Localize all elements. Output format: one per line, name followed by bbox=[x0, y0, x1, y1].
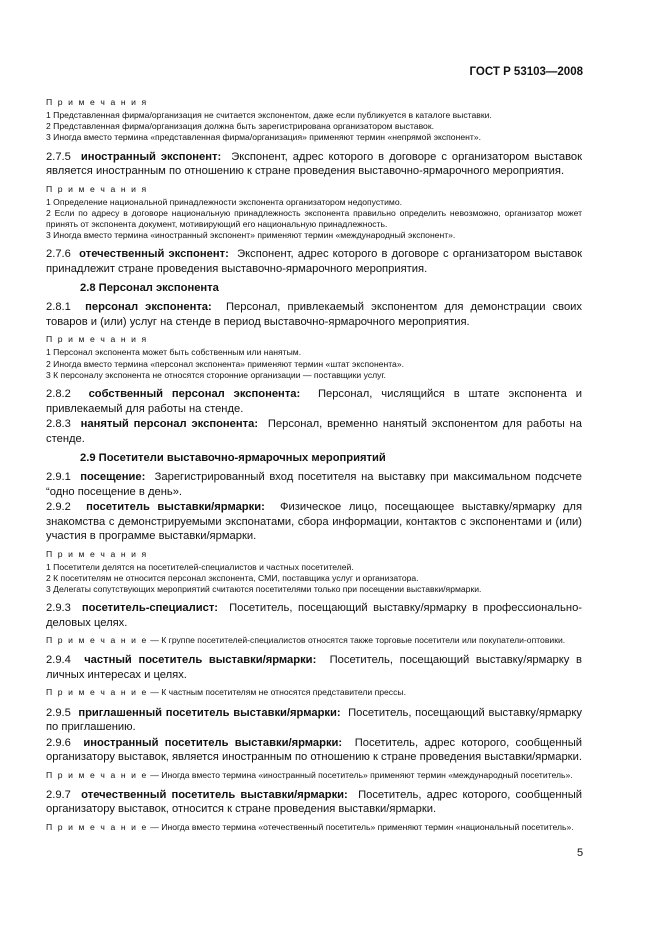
term-name: иностранный посетитель выставки/ярмарки: bbox=[83, 736, 343, 749]
note-line: 1 Посетители делятся на посетителей-специалистов и частных посетителей. bbox=[46, 561, 354, 572]
notes-title: П р и м е ч а н и я bbox=[46, 548, 148, 559]
term-number: 2.9.6 bbox=[46, 736, 71, 749]
term-definition bbox=[46, 387, 582, 416]
term-name: иностранный экспонент: bbox=[80, 150, 222, 163]
term-text: Экспонент, адрес которого в договоре с организатором выставок является иностранным по отношению к стране проведения выставочно-ярмарочного мероприятия. bbox=[46, 150, 583, 178]
single-note bbox=[46, 822, 582, 833]
note-label: П р и м е ч а н и е bbox=[46, 769, 148, 780]
term-text: Посетитель, адрес которого, сообщенный организатору выставок, относится к стране проведения выставки/ярмарки. bbox=[46, 788, 583, 816]
term-number: 2.7.5 bbox=[46, 150, 71, 163]
term-name: приглашенный посетитель выставки/ярмарки: bbox=[78, 706, 341, 719]
term-number: 2.8.2 bbox=[46, 388, 71, 401]
term-text: Персонал, числящийся в штате экспонента и привлекаемый для работы на стенде. bbox=[46, 388, 582, 415]
document-code: ГОСТ Р 53103—2008 bbox=[469, 66, 583, 78]
page-number: 5 bbox=[577, 847, 584, 859]
note-line: 3 Делегаты сопутствующих мероприятий считаются посетителями только при посещении выставки/ярмарки. bbox=[46, 583, 482, 594]
section-heading: 2.8 Персонал экспонента bbox=[80, 282, 219, 295]
note-line: 2 К посетителям не относится персонал экспонента, СМИ, поставщика услуг и организатора. bbox=[46, 572, 419, 583]
term-definition bbox=[46, 150, 582, 179]
term-definition bbox=[46, 500, 582, 544]
notes-block bbox=[46, 97, 582, 144]
term-text: Зарегистрированный вход посетителя на выставку при максимальном подсчете “одно посещение в день». bbox=[46, 471, 583, 498]
single-note bbox=[46, 687, 582, 698]
term-name: посетитель-специалист: bbox=[81, 602, 219, 615]
term-definition bbox=[46, 417, 582, 446]
note-label: П р и м е ч а н и е bbox=[46, 821, 148, 832]
term-number: 2.9.5 bbox=[46, 706, 71, 719]
term-text: Экспонент, адрес которого в договоре с организатором выставок принадлежит стране проведения выставочно-ярмарочного мероприятия. bbox=[46, 248, 583, 275]
term-definition bbox=[46, 706, 582, 735]
term-number: 2.9.3 bbox=[46, 602, 71, 615]
term-definition bbox=[46, 788, 582, 817]
note-label: П р и м е ч а н и е bbox=[46, 687, 148, 698]
term-number: 2.7.6 bbox=[46, 248, 71, 261]
term-name: собственный персонал экспонента: bbox=[88, 388, 301, 401]
term-name: нанятый персонал экспонента: bbox=[80, 418, 259, 431]
term-definition bbox=[46, 247, 582, 276]
note-line: 2 Иногда вместо термина «персонал экспонента» применяют термин «штат экспонента». bbox=[46, 358, 404, 369]
term-text: Физическое лицо, посещающее выставку/ярмарку для знакомства с демонстрируемыми экспонатами, сбора информации, контактов с экспонентами и (или) участия в программе выставки/ярмарки. bbox=[46, 501, 583, 543]
notes-block bbox=[46, 184, 582, 242]
note-text: — Иногда вместо термина «иностранный посетитель» применяют термин «международный посетитель». bbox=[147, 769, 573, 780]
term-definition bbox=[46, 470, 582, 499]
note-line: 2 Если по адресу в договоре национальную принадлежность экспонента правильно определить невозможно, организатор может принять от экспонента документ, мотивирующий его национальную принадлежность. bbox=[46, 207, 582, 230]
term-definition bbox=[46, 653, 582, 682]
term-name: персонал экспонента: bbox=[85, 301, 212, 314]
term-text: Посетитель, адрес которого, сообщенный организатору выставок, является иностранным по отношению к стране проведения выставки/ярмарки. bbox=[46, 736, 583, 764]
note-line: 3 Иногда вместо термина «представленная фирма/организация» применяют термин «непрямой экспонент». bbox=[46, 132, 481, 143]
term-name: отечественный экспонент: bbox=[79, 248, 229, 261]
note-line: 3 Иногда вместо термина «иностранный экспонент» применяют термин «международный экспонент». bbox=[46, 230, 456, 241]
single-note bbox=[46, 635, 582, 646]
note-label: П р и м е ч а н и е bbox=[46, 635, 148, 646]
term-number: 2.8.3 bbox=[46, 418, 71, 431]
note-line: 1 Персонал экспонента может быть собственным или нанятым. bbox=[46, 347, 302, 358]
term-number: 2.9.4 bbox=[46, 654, 71, 667]
notes-title: П р и м е ч а н и я bbox=[46, 97, 148, 107]
term-text: Персонал, привлекаемый экспонентом для демонстрации своих товаров и (или) услуг на стенде в период выставочно-ярмарочного мероприятия. bbox=[46, 301, 583, 328]
note-line: 1 Представленная фирма/организация не считается экспонентом, даже если публикуется в каталоге выставки. bbox=[46, 110, 492, 120]
term-name: посетитель выставки/ярмарки: bbox=[86, 501, 265, 514]
note-line: 3 К персоналу экспонента не относятся сторонние организации — поставщики услуг. bbox=[46, 369, 386, 380]
term-text: Посетитель, посещающий выставку/ярмарку в профессионально-деловых целях. bbox=[46, 602, 583, 629]
term-number: 2.8.1 bbox=[46, 301, 71, 314]
term-text: Посетитель, посещающий выставку/ярмарку в личных интересах и целях. bbox=[46, 654, 582, 681]
section-heading: 2.9 Посетители выставочно-ярмарочных мероприятий bbox=[80, 452, 386, 465]
term-text: Персонал, временно нанятый экспонентом для работы на стенде. bbox=[46, 418, 583, 445]
note-line: 2 Представленная фирма/организация должна быть зарегистрирована организатором выставок. bbox=[46, 121, 434, 132]
document-body bbox=[46, 97, 582, 840]
notes-block bbox=[46, 549, 582, 596]
term-definition bbox=[46, 300, 582, 329]
term-text: Посетитель, посещающий выставку/ярмарку по приглашению. bbox=[46, 706, 583, 734]
note-line: 1 Определение национальной принадлежности экспонента организатором недопустимо. bbox=[46, 196, 402, 207]
term-name: посещение: bbox=[80, 471, 146, 484]
term-definition bbox=[46, 736, 582, 765]
term-number: 2.9.7 bbox=[46, 788, 71, 801]
term-name: частный посетитель выставки/ярмарки: bbox=[84, 654, 317, 667]
note-text: — К группе посетителей-специалистов относятся также торговые посетители или покупатели-оптовики. bbox=[147, 635, 566, 646]
notes-title: П р и м е ч а н и я bbox=[46, 183, 148, 194]
term-name: отечественный посетитель выставки/ярмарки: bbox=[81, 788, 348, 801]
notes-title: П р и м е ч а н и я bbox=[46, 334, 148, 345]
note-text: — Иногда вместо термина «отечественный посетитель» применяют термин «национальный посетитель». bbox=[147, 821, 574, 832]
term-number: 2.9.1 bbox=[46, 471, 71, 484]
note-text: — К частным посетителям не относятся представители прессы. bbox=[147, 687, 406, 698]
single-note bbox=[46, 770, 582, 781]
term-number: 2.9.2 bbox=[46, 501, 71, 514]
notes-block bbox=[46, 334, 582, 381]
term-definition bbox=[46, 601, 582, 630]
